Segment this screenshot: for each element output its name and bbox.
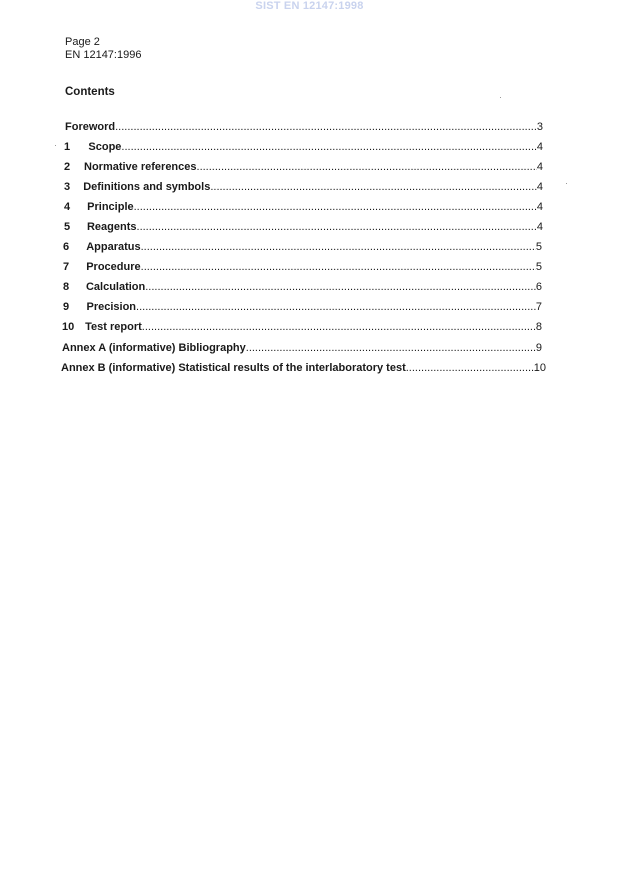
- toc-entry-page: 10: [533, 362, 546, 374]
- toc-entry-title: Principle: [87, 201, 134, 213]
- toc-leader-dots: [210, 181, 537, 193]
- toc-entry-number: 3: [64, 181, 71, 193]
- toc-leader-dots: [121, 141, 536, 153]
- toc-entry-title: Normative references: [84, 161, 197, 173]
- toc-leader-dots: [142, 321, 536, 333]
- toc-entry-page: 6: [535, 281, 542, 293]
- toc-entry-normative-references[interactable]: [64, 161, 543, 175]
- toc-entry-title: Annex A (informative) Bibliography: [62, 342, 246, 354]
- page-number: Page 2: [65, 36, 100, 48]
- toc-entry-title: Reagents: [86, 221, 137, 233]
- toc-entry-page: 4: [536, 221, 543, 233]
- toc-entry-number: 2: [64, 161, 71, 173]
- toc-entry-page: 5: [535, 241, 542, 253]
- toc-entry-annex-b[interactable]: [61, 362, 546, 376]
- scan-speck: [566, 183, 567, 184]
- standard-id: EN 12147:1996: [65, 49, 142, 61]
- toc-leader-dots: [141, 241, 536, 253]
- contents-heading: Contents: [65, 86, 115, 98]
- toc-leader-dots: [137, 221, 537, 233]
- toc-entry-definitions[interactable]: [64, 181, 543, 195]
- toc-leader-dots: [406, 362, 534, 374]
- toc-entry-number: 4: [64, 201, 71, 213]
- toc-leader-dots: [141, 261, 536, 273]
- toc-entry-calculation[interactable]: [63, 281, 542, 295]
- toc-entry-annex-a[interactable]: [62, 342, 542, 356]
- scan-speck: [55, 145, 56, 146]
- toc-leader-dots: [115, 121, 537, 133]
- toc-entry-principle[interactable]: [64, 201, 543, 215]
- toc-entry-number: 6: [63, 241, 70, 253]
- toc-entry-title: Definitions and symbols: [83, 181, 211, 193]
- toc-entry-title: Scope: [88, 141, 122, 153]
- toc-entry-page: 4: [536, 141, 543, 153]
- scan-speck: [500, 97, 501, 98]
- toc-entry-page: 8: [535, 321, 542, 333]
- toc-entry-apparatus[interactable]: [63, 241, 542, 255]
- toc-entry-number: 9: [63, 301, 70, 313]
- toc-entry-page: 5: [535, 261, 542, 273]
- toc-entry-page: 4: [536, 201, 543, 213]
- toc-entry-title: Apparatus: [86, 241, 141, 253]
- toc-entry-number: 8: [63, 281, 70, 293]
- toc-entry-scope[interactable]: [64, 141, 543, 155]
- toc-leader-dots: [136, 301, 536, 313]
- toc-leader-dots: [246, 342, 536, 354]
- toc-entry-procedure[interactable]: [63, 261, 542, 275]
- toc-entry-foreword[interactable]: [65, 121, 543, 135]
- page-header: [65, 36, 141, 62]
- watermark-text: SIST EN 12147:1998: [255, 0, 364, 12]
- toc-entry-number: 1: [64, 141, 71, 153]
- toc-entry-title: Precision: [86, 301, 137, 313]
- toc-leader-dots: [134, 201, 537, 213]
- toc-entry-reagents[interactable]: [64, 221, 543, 235]
- toc-leader-dots: [197, 161, 537, 173]
- toc-leader-dots: [145, 281, 536, 293]
- toc-entry-title: Test report: [85, 321, 142, 333]
- toc-entry-page: 7: [535, 301, 542, 313]
- toc-entry-precision[interactable]: [63, 301, 542, 315]
- toc-entry-page: 9: [535, 342, 542, 354]
- toc-entry-test-report[interactable]: [62, 321, 542, 335]
- toc-entry-page: 4: [536, 161, 543, 173]
- toc-entry-title: Procedure: [86, 261, 141, 273]
- toc-entry-page: 4: [536, 181, 543, 193]
- toc-entry-number: 7: [63, 261, 70, 273]
- toc-entry-title: Calculation: [85, 281, 146, 293]
- toc-entry-title: Foreword: [65, 121, 116, 133]
- toc-entry-title: Annex B (informative) Statistical results of the interlaboratory test: [61, 362, 406, 374]
- toc-entry-number: 5: [64, 221, 71, 233]
- toc-entry-number: 10: [62, 321, 75, 333]
- toc-entry-page: 3: [536, 121, 543, 133]
